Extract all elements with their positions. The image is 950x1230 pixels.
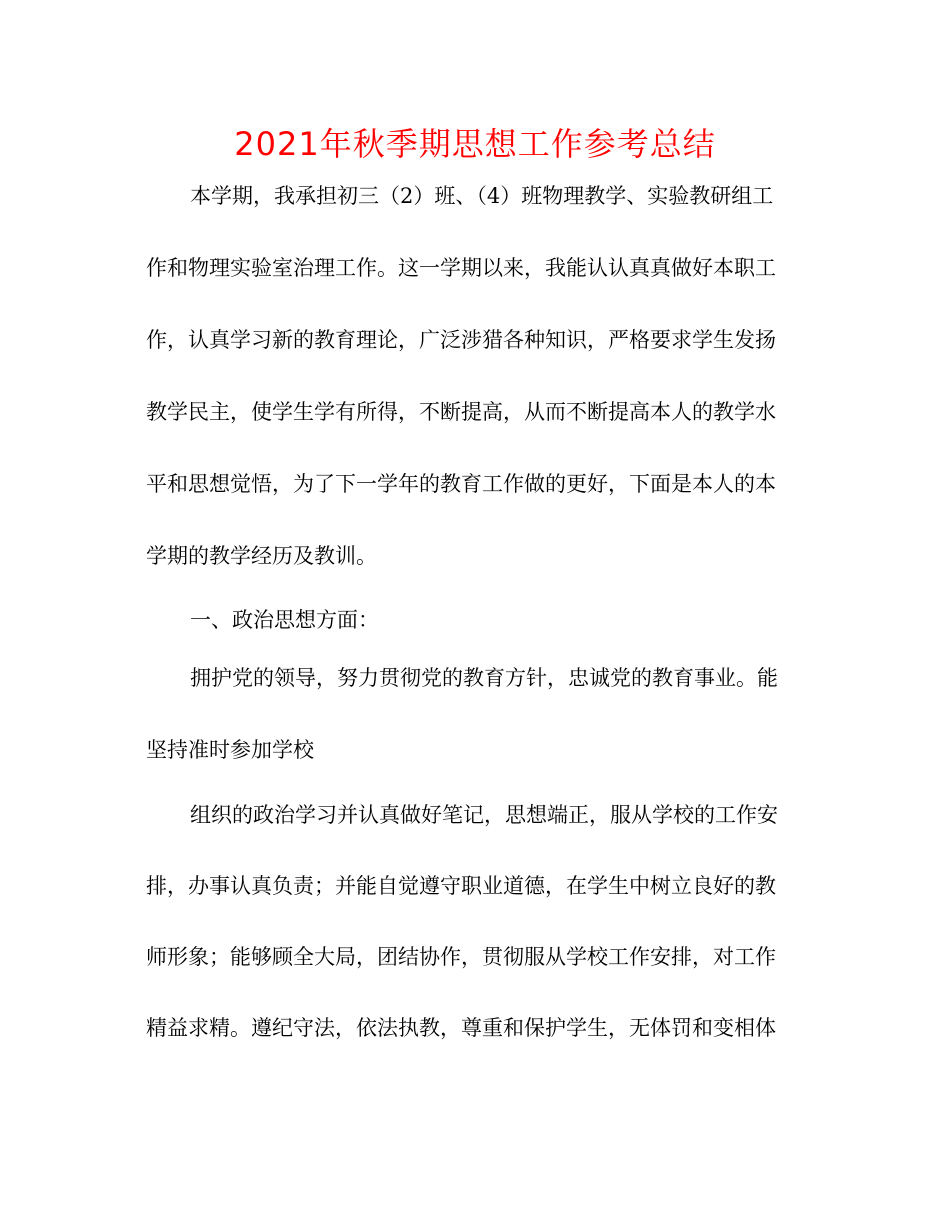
paragraph-line: 学期的教学经历及教训。 [146, 544, 377, 568]
paragraph-line: 师形象；能够顾全大局，团结协作，贯彻服从学校工作安排，对工作 [146, 945, 776, 969]
paragraph-line: 教学民主，使学生学有所得，不断提高，从而不断提高本人的教学水 [146, 400, 776, 424]
paragraph-line: 组织的政治学习并认真做好笔记，思想端正，服从学校的工作安 [190, 803, 778, 827]
paragraph-line: 拥护党的领导，努力贯彻党的教育方针，忠诚党的教育事业。能 [190, 666, 778, 690]
paragraph-line: 作和物理实验室治理工作。这一学期以来，我能认认真真做好本职工 [146, 256, 776, 280]
section-heading: 一、政治思想方面： [190, 608, 379, 632]
document-title: 2021年秋季期思想工作参考总结 [234, 125, 716, 163]
paragraph-line: 精益求精。遵纪守法，依法执教，尊重和保护学生，无体罚和变相体 [146, 1016, 776, 1040]
paragraph-line: 本学期，我承担初三（2）班、（4）班物理教学、实验教研组工 [190, 184, 774, 208]
paragraph-line: 排，办事认真负责；并能自觉遵守职业道德，在学生中树立良好的教 [146, 874, 776, 898]
paragraph-line: 作，认真学习新的教育理论，广泛涉猎各种知识，严格要求学生发扬 [146, 328, 776, 352]
paragraph-line: 坚持准时参加学校 [146, 738, 314, 762]
paragraph-line: 平和思想觉悟，为了下一学年的教育工作做的更好，下面是本人的本 [146, 472, 776, 496]
